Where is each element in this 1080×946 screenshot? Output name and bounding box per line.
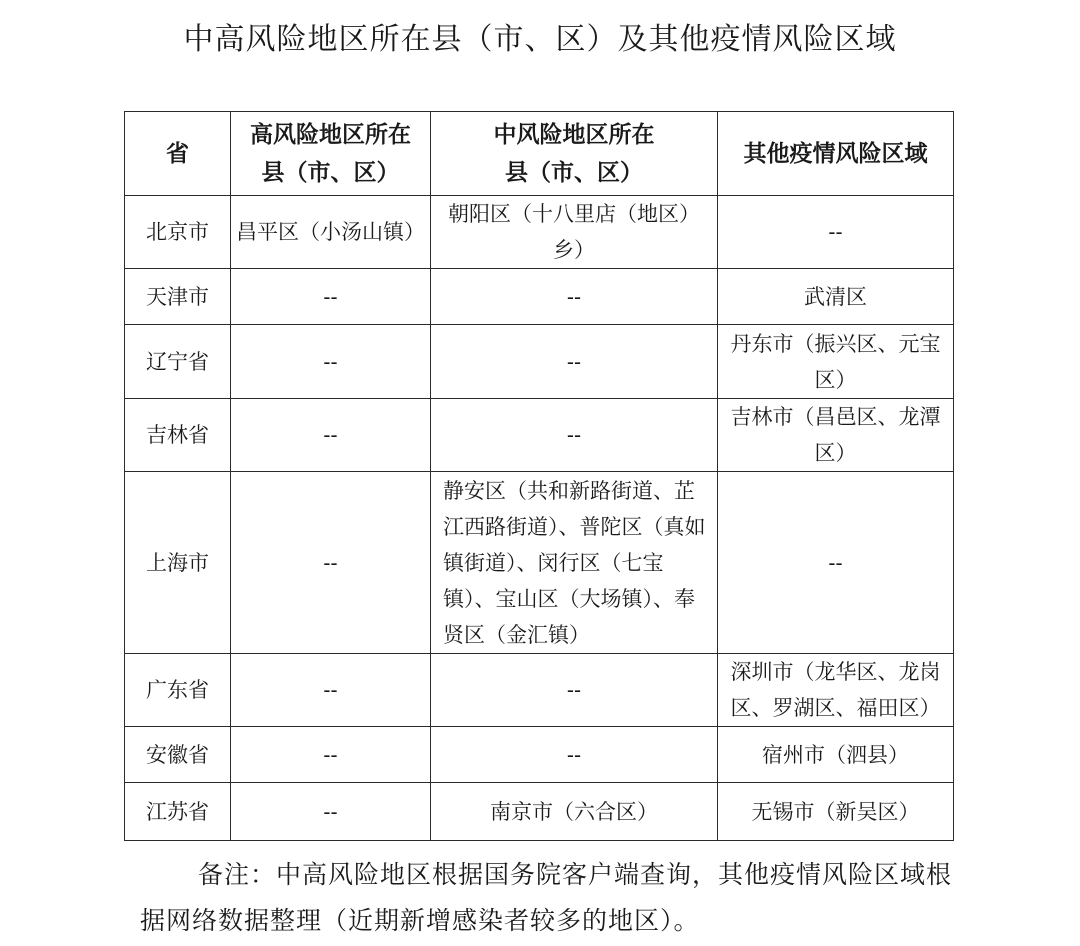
cell-province: 天津市 [125,269,231,325]
footnote [140,852,960,944]
cell-high-risk: 昌平区（小汤山镇） [231,196,431,269]
cell-other-risk: -- [718,196,954,269]
cell-medium-risk: -- [431,399,718,472]
cell-high-risk: -- [231,269,431,325]
cell-province: 上海市 [125,472,231,654]
cell-province: 广东省 [125,654,231,727]
cell-province: 吉林省 [125,399,231,472]
cell-other-risk: 武清区 [718,269,954,325]
cell-high-risk: -- [231,325,431,399]
cell-other-risk: 深圳市（龙华区、龙岗区、罗湖区、福田区） [718,654,954,727]
footnote-text: 备注：中高风险地区根据国务院客户端查询，其他疫情风险区域根据网络数据整理（近期新增感染者较多的地区）。 [140,860,953,935]
cell-medium-risk: -- [431,325,718,399]
cell-other-risk: 宿州市（泗县） [718,727,954,783]
cell-high-risk: -- [231,727,431,783]
cell-high-risk: -- [231,783,431,841]
cell-other-risk: 无锡市（新吴区） [718,783,954,841]
header-high-risk: 高风险地区所在县（市、区） [231,112,431,196]
table-row [125,783,954,841]
cell-medium-risk: 南京市（六合区） [431,783,718,841]
table-header-row [125,112,954,196]
document-title: 中高风险地区所在县（市、区）及其他疫情风险区域 [183,22,897,57]
cell-province: 江苏省 [125,783,231,841]
cell-province: 安徽省 [125,727,231,783]
cell-medium-risk: -- [431,269,718,325]
cell-medium-risk: 朝阳区（十八里店（地区）乡） [431,196,718,269]
table-row [125,399,954,472]
table-row [125,472,954,654]
risk-area-table [124,111,954,841]
table-row [125,654,954,727]
table-row [125,727,954,783]
table-row [125,196,954,269]
header-other-risk: 其他疫情风险区域 [718,112,954,196]
table-row [125,325,954,399]
table-row [125,269,954,325]
cell-medium-risk: -- [431,727,718,783]
cell-medium-risk: 静安区（共和新路街道、芷江西路街道）、普陀区（真如镇街道）、闵行区（七宝镇）、宝山区（大场镇）、奉贤区（金汇镇） [431,472,718,654]
cell-high-risk: -- [231,472,431,654]
cell-province: 北京市 [125,196,231,269]
cell-high-risk: -- [231,399,431,472]
cell-high-risk: -- [231,654,431,727]
header-medium-risk: 中风险地区所在县（市、区） [431,112,718,196]
cell-other-risk: 吉林市（昌邑区、龙潭区） [718,399,954,472]
cell-other-risk: -- [718,472,954,654]
cell-other-risk: 丹东市（振兴区、元宝区） [718,325,954,399]
header-province: 省 [125,112,231,196]
cell-medium-risk: -- [431,654,718,727]
cell-province: 辽宁省 [125,325,231,399]
